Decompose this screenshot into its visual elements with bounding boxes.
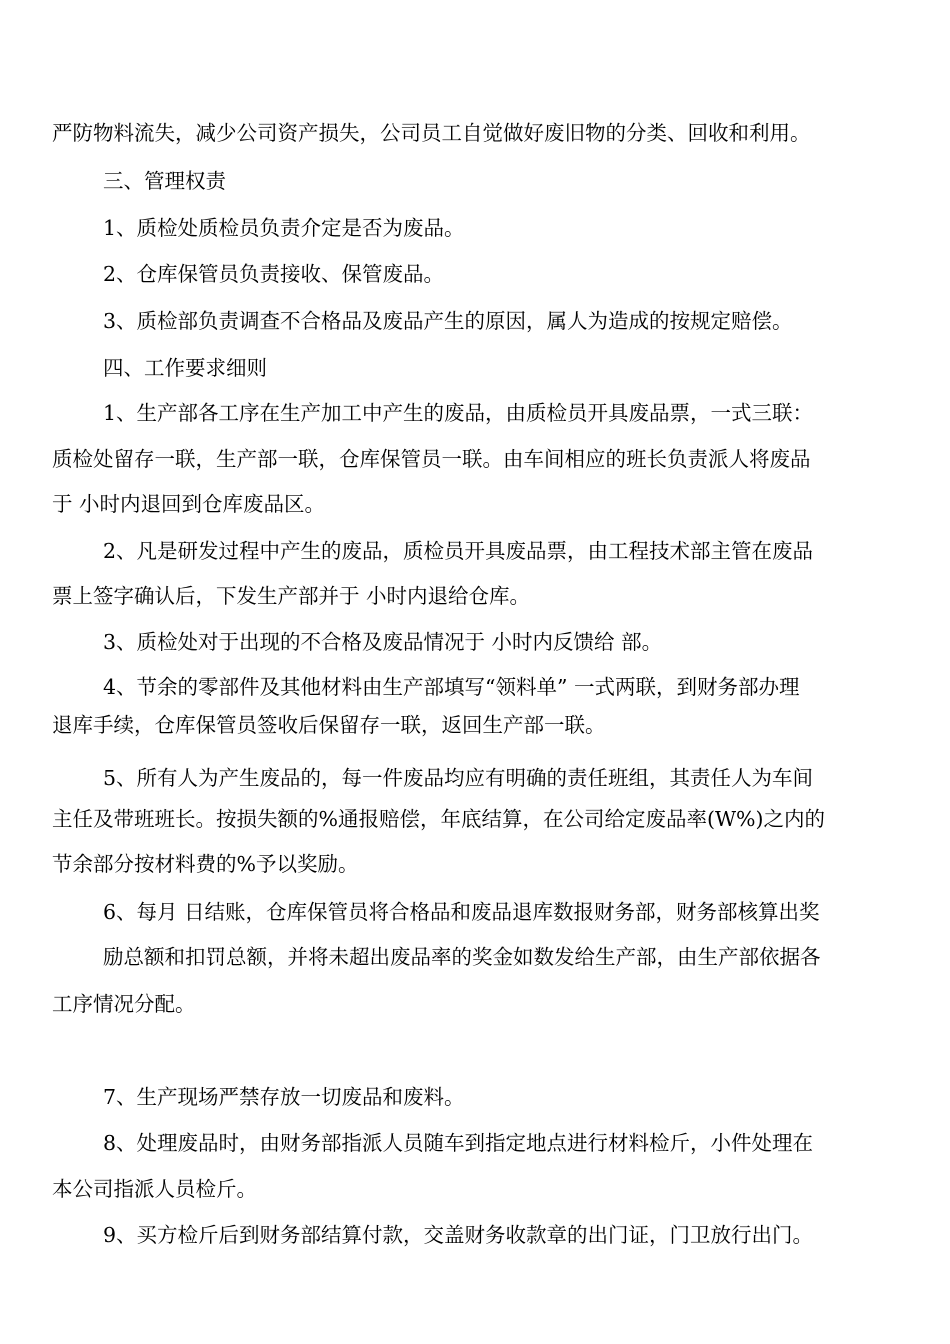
section-heading-3: 三、管理权责 [103,169,226,193]
list-item: 4、节余的零部件及其他材料由生产部填写“领料单” 一式两联，到财务部办理 [103,675,800,699]
paragraph-line: 本公司指派人员检斤。 [52,1177,257,1201]
list-item: 1、质检处质检员负责介定是否为废品。 [103,216,465,240]
list-item: 1、生产部各工序在生产加工中产生的废品，由质检员开具废品票，一式三联： [103,401,814,425]
paragraph-line: 于 小时内退回到仓库废品区。 [52,492,326,516]
list-item: 6、每月 日结账，仓库保管员将合格品和废品退库数报财务部，财务部核算出奖 [103,900,820,924]
list-item: 8、处理废品时，由财务部指派人员随车到指定地点进行材料检斤，小件处理在 [103,1131,814,1155]
list-item: 7、生产现场严禁存放一切废品和废料。 [103,1085,465,1109]
list-item: 5、所有人为产生废品的，每一件废品均应有明确的责任班组，其责任人为车间 [103,766,814,790]
list-item: 2、仓库保管员负责接收、保管废品。 [103,262,445,286]
list-item: 9、买方检斤后到财务部结算付款，交盖财务收款章的出门证，门卫放行出门。 [103,1223,814,1247]
list-item: 2、凡是研发过程中产生的废品，质检员开具废品票，由工程技术部主管在废品 [103,539,814,563]
paragraph-line: 严防物料流失，减少公司资产损失，公司员工自觉做好废旧物的分类、回收和利用。 [52,121,811,145]
list-item: 3、质检处对于出现的不合格及废品情况于 小时内反馈给 部。 [103,630,663,654]
paragraph-line: 励总额和扣罚总额，并将未超出废品率的奖金如数发给生产部，由生产部依据各 [103,945,821,969]
paragraph-line: 质检处留存一联，生产部一联，仓库保管员一联。由车间相应的班长负责派人将废品 [52,447,811,471]
paragraph-line: 主任及带班班长。按损失额的%通报赔偿，年底结算，在公司给定废品率(W%)之内的 [52,807,826,831]
paragraph-line: 票上签字确认后，下发生产部并于 小时内退给仓库。 [52,584,531,608]
paragraph-line: 退库手续，仓库保管员签收后保留存一联，返回生产部一联。 [52,713,606,737]
section-heading-4: 四、工作要求细则 [103,356,267,380]
paragraph-line: 工序情况分配。 [52,992,196,1016]
paragraph-line: 节余部分按材料费的%予以奖励。 [52,852,359,876]
list-item: 3、质检部负责调查不合格品及废品产生的原因，属人为造成的按规定赔偿。 [103,309,793,333]
